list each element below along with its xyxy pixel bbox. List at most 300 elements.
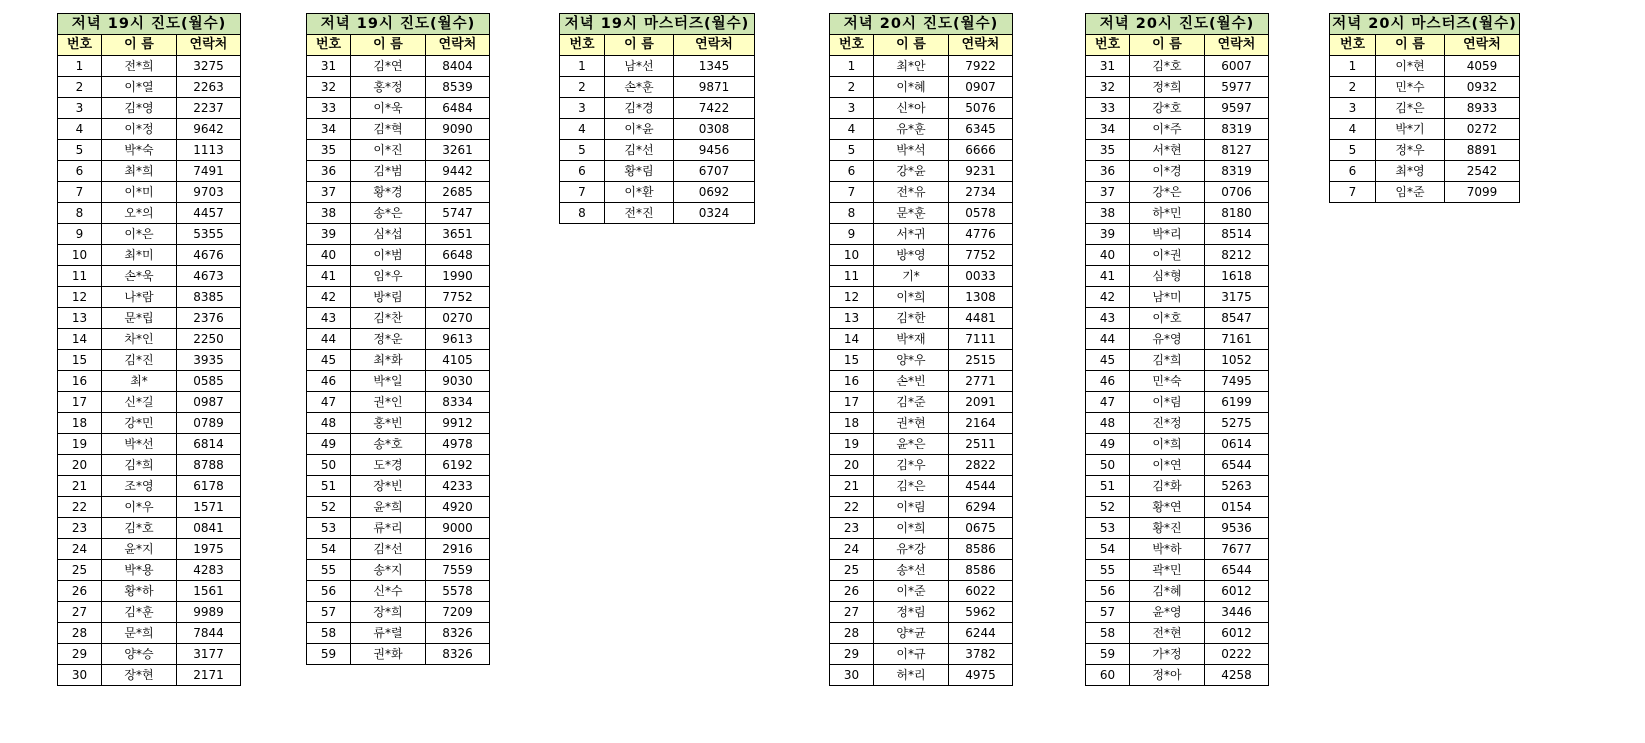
row-number: 46 <box>307 371 351 392</box>
roster-table-20-jindo-part2 <box>1085 13 1269 686</box>
table-row <box>1330 56 1520 77</box>
row-number: 36 <box>1086 161 1130 182</box>
phone-last4: 8586 <box>949 539 1013 560</box>
row-number: 48 <box>307 413 351 434</box>
row-number: 3 <box>58 98 102 119</box>
table-row <box>58 161 241 182</box>
table-row <box>560 203 755 224</box>
member-name: 민*숙 <box>1130 371 1205 392</box>
phone-last4: 8127 <box>1205 140 1269 161</box>
member-name: 김*호 <box>102 518 177 539</box>
column-header-name: 이 름 <box>874 35 949 56</box>
member-name: 임*준 <box>1376 182 1445 203</box>
member-name: 홍*빈 <box>351 413 426 434</box>
row-number: 53 <box>1086 518 1130 539</box>
member-name: 김*혜 <box>1130 581 1205 602</box>
phone-last4: 0272 <box>1445 119 1520 140</box>
table-row <box>307 203 490 224</box>
row-number: 5 <box>1330 140 1376 161</box>
member-name: 차*인 <box>102 329 177 350</box>
member-name: 김*화 <box>1130 476 1205 497</box>
phone-last4: 0154 <box>1205 497 1269 518</box>
table-row <box>307 224 490 245</box>
row-number: 46 <box>1086 371 1130 392</box>
phone-last4: 8326 <box>426 644 490 665</box>
member-name: 박*하 <box>1130 539 1205 560</box>
table-row <box>58 203 241 224</box>
table-row <box>58 371 241 392</box>
member-name: 김*희 <box>1130 350 1205 371</box>
row-number: 42 <box>307 287 351 308</box>
row-number: 1 <box>58 56 102 77</box>
table-row <box>307 329 490 350</box>
table-row <box>58 539 241 560</box>
row-number: 6 <box>830 161 874 182</box>
table-row <box>830 77 1013 98</box>
member-name: 유*강 <box>874 539 949 560</box>
phone-last4: 3782 <box>949 644 1013 665</box>
row-number: 22 <box>58 497 102 518</box>
row-number: 47 <box>1086 392 1130 413</box>
phone-last4: 0585 <box>177 371 241 392</box>
table-row <box>58 350 241 371</box>
row-number: 49 <box>307 434 351 455</box>
row-number: 30 <box>830 665 874 686</box>
table-row <box>830 308 1013 329</box>
table-row <box>307 455 490 476</box>
table-row <box>830 539 1013 560</box>
phone-last4: 8319 <box>1205 119 1269 140</box>
phone-last4: 9912 <box>426 413 490 434</box>
table-row <box>830 140 1013 161</box>
member-name: 김*경 <box>605 98 674 119</box>
member-name: 류*리 <box>351 518 426 539</box>
member-name: 문*훈 <box>874 203 949 224</box>
member-name: 최*희 <box>102 161 177 182</box>
phone-last4: 6814 <box>177 434 241 455</box>
row-number: 11 <box>830 266 874 287</box>
phone-last4: 9613 <box>426 329 490 350</box>
phone-last4: 4457 <box>177 203 241 224</box>
phone-last4: 8547 <box>1205 308 1269 329</box>
row-number: 23 <box>58 518 102 539</box>
table-row <box>830 350 1013 371</box>
member-name: 김*범 <box>351 161 426 182</box>
member-name: 강*호 <box>1130 98 1205 119</box>
table-row <box>307 434 490 455</box>
row-number: 55 <box>1086 560 1130 581</box>
phone-last4: 2511 <box>949 434 1013 455</box>
member-name: 김*진 <box>102 350 177 371</box>
row-number: 16 <box>58 371 102 392</box>
row-number: 56 <box>1086 581 1130 602</box>
member-name: 전*희 <box>102 56 177 77</box>
table-row <box>307 140 490 161</box>
row-number: 14 <box>58 329 102 350</box>
table-row <box>58 455 241 476</box>
member-name: 이*림 <box>874 497 949 518</box>
table-row <box>58 623 241 644</box>
member-name: 황*경 <box>351 182 426 203</box>
member-name: 이*우 <box>102 497 177 518</box>
table-title: 저녁 20시 진도(월수) <box>1086 14 1269 35</box>
row-number: 35 <box>1086 140 1130 161</box>
row-number: 6 <box>560 161 605 182</box>
phone-last4: 7559 <box>426 560 490 581</box>
row-number: 22 <box>830 497 874 518</box>
row-number: 58 <box>307 623 351 644</box>
member-name: 최*화 <box>351 350 426 371</box>
row-number: 45 <box>307 350 351 371</box>
phone-last4: 8385 <box>177 287 241 308</box>
row-number: 58 <box>1086 623 1130 644</box>
member-name: 이*연 <box>1130 455 1205 476</box>
table-row <box>560 77 755 98</box>
table-row <box>58 287 241 308</box>
table-row <box>1330 119 1520 140</box>
phone-last4: 9456 <box>674 140 755 161</box>
row-number: 41 <box>307 266 351 287</box>
phone-last4: 4978 <box>426 434 490 455</box>
phone-last4: 7491 <box>177 161 241 182</box>
table-row <box>307 77 490 98</box>
table-row <box>58 665 241 686</box>
phone-last4: 5747 <box>426 203 490 224</box>
phone-last4: 2091 <box>949 392 1013 413</box>
phone-last4: 2171 <box>177 665 241 686</box>
member-name: 진*정 <box>1130 413 1205 434</box>
table-row <box>307 539 490 560</box>
phone-last4: 2916 <box>426 539 490 560</box>
member-name: 김*은 <box>874 476 949 497</box>
phone-last4: 0907 <box>949 77 1013 98</box>
phone-last4: 1308 <box>949 287 1013 308</box>
row-number: 13 <box>58 308 102 329</box>
phone-last4: 4673 <box>177 266 241 287</box>
member-name: 장*빈 <box>351 476 426 497</box>
member-name: 최*안 <box>874 56 949 77</box>
table-row <box>1086 539 1269 560</box>
column-header-phone: 연락처 <box>949 35 1013 56</box>
row-number: 10 <box>58 245 102 266</box>
table-row <box>1086 266 1269 287</box>
phone-last4: 1052 <box>1205 350 1269 371</box>
row-number: 55 <box>307 560 351 581</box>
table-title: 저녁 19시 마스터즈(월수) <box>560 14 755 35</box>
row-number: 12 <box>830 287 874 308</box>
table-row <box>1086 560 1269 581</box>
phone-last4: 0578 <box>949 203 1013 224</box>
table-row <box>1086 434 1269 455</box>
member-name: 장*희 <box>351 602 426 623</box>
member-name: 황*연 <box>1130 497 1205 518</box>
table-row <box>1086 644 1269 665</box>
member-name: 최* <box>102 371 177 392</box>
phone-last4: 5962 <box>949 602 1013 623</box>
table-row <box>307 623 490 644</box>
phone-last4: 6484 <box>426 98 490 119</box>
phone-last4: 8514 <box>1205 224 1269 245</box>
row-number: 4 <box>1330 119 1376 140</box>
row-number: 34 <box>1086 119 1130 140</box>
phone-last4: 1975 <box>177 539 241 560</box>
row-number: 31 <box>1086 56 1130 77</box>
phone-last4: 2542 <box>1445 161 1520 182</box>
phone-last4: 9597 <box>1205 98 1269 119</box>
row-number: 60 <box>1086 665 1130 686</box>
member-name: 심*섭 <box>351 224 426 245</box>
table-row <box>307 350 490 371</box>
member-name: 신*아 <box>874 98 949 119</box>
phone-last4: 0270 <box>426 308 490 329</box>
table-row <box>1086 98 1269 119</box>
member-name: 윤*영 <box>1130 602 1205 623</box>
table-row <box>1086 623 1269 644</box>
row-number: 14 <box>830 329 874 350</box>
row-number: 5 <box>830 140 874 161</box>
row-number: 37 <box>307 182 351 203</box>
phone-last4: 2771 <box>949 371 1013 392</box>
phone-last4: 4233 <box>426 476 490 497</box>
member-name: 박*재 <box>874 329 949 350</box>
member-name: 이*준 <box>874 581 949 602</box>
row-number: 3 <box>1330 98 1376 119</box>
row-number: 51 <box>1086 476 1130 497</box>
phone-last4: 1990 <box>426 266 490 287</box>
member-name: 심*형 <box>1130 266 1205 287</box>
table-row <box>307 308 490 329</box>
phone-last4: 6544 <box>1205 455 1269 476</box>
member-name: 전*진 <box>605 203 674 224</box>
member-name: 김*희 <box>102 455 177 476</box>
row-number: 10 <box>830 245 874 266</box>
member-name: 윤*은 <box>874 434 949 455</box>
member-name: 박*기 <box>1376 119 1445 140</box>
phone-last4: 9871 <box>674 77 755 98</box>
phone-last4: 9442 <box>426 161 490 182</box>
member-name: 박*용 <box>102 560 177 581</box>
table-row <box>1086 455 1269 476</box>
member-name: 박*석 <box>874 140 949 161</box>
table-row <box>1086 413 1269 434</box>
member-name: 방*영 <box>874 245 949 266</box>
phone-last4: 0222 <box>1205 644 1269 665</box>
table-row <box>58 119 241 140</box>
phone-last4: 7099 <box>1445 182 1520 203</box>
row-number: 20 <box>58 455 102 476</box>
member-name: 도*경 <box>351 455 426 476</box>
table-row <box>830 497 1013 518</box>
row-number: 2 <box>830 77 874 98</box>
phone-last4: 8586 <box>949 560 1013 581</box>
phone-last4: 3261 <box>426 140 490 161</box>
member-name: 이*주 <box>1130 119 1205 140</box>
row-number: 33 <box>1086 98 1130 119</box>
phone-last4: 8180 <box>1205 203 1269 224</box>
member-name: 문*희 <box>102 623 177 644</box>
row-number: 16 <box>830 371 874 392</box>
row-number: 53 <box>307 518 351 539</box>
row-number: 4 <box>830 119 874 140</box>
member-name: 홍*정 <box>351 77 426 98</box>
member-name: 양*승 <box>102 644 177 665</box>
row-number: 15 <box>58 350 102 371</box>
table-row <box>58 182 241 203</box>
table-row <box>830 182 1013 203</box>
member-name: 하*민 <box>1130 203 1205 224</box>
column-header-phone: 연락처 <box>674 35 755 56</box>
column-header-name: 이 름 <box>605 35 674 56</box>
member-name: 박*선 <box>102 434 177 455</box>
table-row <box>58 392 241 413</box>
row-number: 39 <box>307 224 351 245</box>
row-number: 59 <box>1086 644 1130 665</box>
member-name: 남*선 <box>605 56 674 77</box>
row-number: 25 <box>58 560 102 581</box>
row-number: 27 <box>58 602 102 623</box>
member-name: 이*현 <box>1376 56 1445 77</box>
row-number: 28 <box>830 623 874 644</box>
phone-last4: 9090 <box>426 119 490 140</box>
table-row <box>1330 77 1520 98</box>
member-name: 박*리 <box>1130 224 1205 245</box>
column-header-phone: 연락처 <box>426 35 490 56</box>
table-row <box>830 245 1013 266</box>
table-row <box>830 161 1013 182</box>
phone-last4: 5977 <box>1205 77 1269 98</box>
phone-last4: 1561 <box>177 581 241 602</box>
member-name: 방*림 <box>351 287 426 308</box>
row-number: 18 <box>58 413 102 434</box>
table-row <box>58 266 241 287</box>
row-number: 1 <box>830 56 874 77</box>
row-number: 8 <box>830 203 874 224</box>
row-number: 17 <box>830 392 874 413</box>
member-name: 이*경 <box>1130 161 1205 182</box>
row-number: 36 <box>307 161 351 182</box>
row-number: 27 <box>830 602 874 623</box>
table-row <box>1330 140 1520 161</box>
phone-last4: 1113 <box>177 140 241 161</box>
member-name: 최*영 <box>1376 161 1445 182</box>
member-name: 이*범 <box>351 245 426 266</box>
phone-last4: 1571 <box>177 497 241 518</box>
phone-last4: 9642 <box>177 119 241 140</box>
row-number: 9 <box>830 224 874 245</box>
member-name: 손*훈 <box>605 77 674 98</box>
member-name: 류*렬 <box>351 623 426 644</box>
column-header-phone: 연락처 <box>177 35 241 56</box>
member-name: 임*우 <box>351 266 426 287</box>
table-row <box>307 266 490 287</box>
phone-last4: 4920 <box>426 497 490 518</box>
row-number: 42 <box>1086 287 1130 308</box>
table-row <box>58 98 241 119</box>
table-row <box>560 161 755 182</box>
table-row <box>1086 182 1269 203</box>
member-name: 김*연 <box>351 56 426 77</box>
row-number: 23 <box>830 518 874 539</box>
table-row <box>307 413 490 434</box>
phone-last4: 3446 <box>1205 602 1269 623</box>
column-header-name: 이 름 <box>102 35 177 56</box>
phone-last4: 0308 <box>674 119 755 140</box>
table-body <box>560 56 755 224</box>
row-number: 8 <box>560 203 605 224</box>
row-number: 18 <box>830 413 874 434</box>
phone-last4: 4544 <box>949 476 1013 497</box>
column-header-phone: 연락처 <box>1445 35 1520 56</box>
row-number: 47 <box>307 392 351 413</box>
table-row <box>58 413 241 434</box>
table-row <box>58 224 241 245</box>
phone-last4: 0706 <box>1205 182 1269 203</box>
phone-last4: 8334 <box>426 392 490 413</box>
phone-last4: 0987 <box>177 392 241 413</box>
phone-last4: 6707 <box>674 161 755 182</box>
roster-table-19-masters <box>559 13 755 224</box>
phone-last4: 7752 <box>949 245 1013 266</box>
row-number: 4 <box>560 119 605 140</box>
table-row <box>307 560 490 581</box>
table-row <box>307 287 490 308</box>
row-number: 2 <box>560 77 605 98</box>
phone-last4: 8539 <box>426 77 490 98</box>
table-row <box>560 56 755 77</box>
row-number: 40 <box>1086 245 1130 266</box>
table-row <box>830 392 1013 413</box>
table-title: 저녁 20시 진도(월수) <box>830 14 1013 35</box>
table-body <box>1086 56 1269 686</box>
roster-table-19-jindo-part2 <box>306 13 490 665</box>
member-name: 남*미 <box>1130 287 1205 308</box>
phone-last4: 0932 <box>1445 77 1520 98</box>
row-number: 5 <box>560 140 605 161</box>
phone-last4: 7922 <box>949 56 1013 77</box>
row-number: 24 <box>58 539 102 560</box>
row-number: 6 <box>58 161 102 182</box>
table-row <box>58 581 241 602</box>
row-number: 33 <box>307 98 351 119</box>
member-name: 이*욱 <box>351 98 426 119</box>
table-row <box>1330 161 1520 182</box>
table-row <box>1086 329 1269 350</box>
row-number: 4 <box>58 119 102 140</box>
table-row <box>830 371 1013 392</box>
table-row <box>560 182 755 203</box>
table-row <box>58 245 241 266</box>
phone-last4: 6648 <box>426 245 490 266</box>
table-row <box>1086 665 1269 686</box>
roster-table-20-jindo-part1 <box>829 13 1013 686</box>
row-number: 13 <box>830 308 874 329</box>
table-row <box>58 644 241 665</box>
table-row <box>307 497 490 518</box>
row-number: 2 <box>58 77 102 98</box>
table-row <box>1086 56 1269 77</box>
member-name: 나*람 <box>102 287 177 308</box>
member-name: 윤*지 <box>102 539 177 560</box>
row-number: 54 <box>307 539 351 560</box>
member-name: 장*현 <box>102 665 177 686</box>
member-name: 이*림 <box>1130 392 1205 413</box>
column-header-name: 이 름 <box>351 35 426 56</box>
phone-last4: 5355 <box>177 224 241 245</box>
phone-last4: 6012 <box>1205 623 1269 644</box>
member-name: 이*희 <box>874 287 949 308</box>
table-body <box>830 56 1013 686</box>
phone-last4: 2164 <box>949 413 1013 434</box>
